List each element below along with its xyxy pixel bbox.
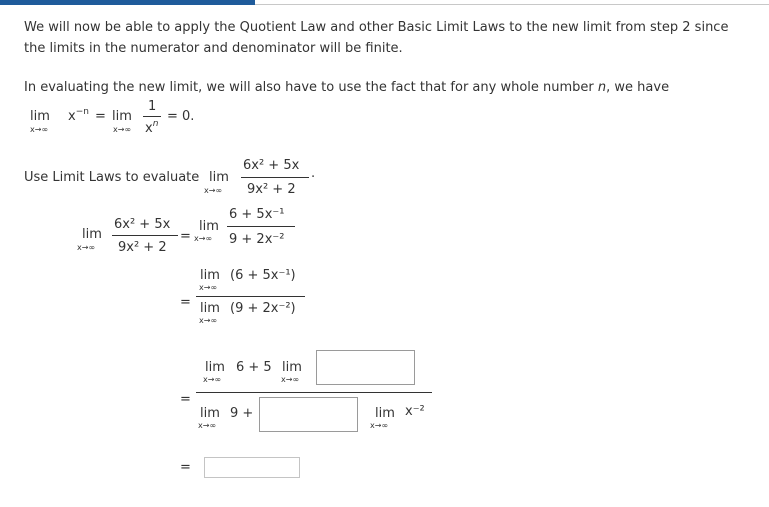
fact-eq: = [95,109,106,124]
top-rule [0,0,769,5]
step-3-denominator-answer-input[interactable] [259,397,358,432]
fact-lim: lim [30,109,50,124]
step-3-den-lim-a: lim [200,406,220,421]
step-3-numerator-answer-input[interactable] [316,350,415,385]
lhs-numerator: 6x² + 5x [114,217,171,232]
step-3-num-lim-a-sub: x→∞ [203,375,222,384]
fact-var: n [597,80,607,95]
task-denominator: 9x² + 2 [247,182,296,197]
fact-lim-2-sub: x→∞ [113,125,132,134]
step-3-eq: = [180,392,191,407]
step-3-num-constants: 6 + 5 [236,360,272,375]
fact-base: $x^{-n}$ [68,107,89,124]
task-lim-sub: x→∞ [204,186,223,195]
step-3-den-lim-a-sub: x→∞ [198,421,217,430]
step-3-num-lim-b-sub: x→∞ [281,375,300,384]
step-2-fraction-bar [196,296,305,297]
step-3-num-lim-b: lim [282,360,302,375]
step-1-numerator: 6 + 5x⁻¹ [229,207,285,222]
step-2-num-lim: lim [200,268,220,283]
step-3-den-constant: 9 + [230,406,254,421]
step-3-den-lim-b: lim [375,406,395,421]
lhs-lim-sub: x→∞ [77,243,96,252]
fact-fraction-num: 1 [148,99,157,114]
step-2-den-expr: (9 + 2x⁻²) [230,301,296,316]
task-label: Use Limit Laws to evaluate [24,170,200,185]
fact-result: = 0. [167,109,195,124]
step-2-num-lim-sub: x→∞ [199,283,218,292]
step-2-eq: = [180,295,191,310]
fact-text-after: , we have [606,80,670,95]
step-1-fraction-bar [227,226,295,227]
step-3-fraction-bar [196,392,432,393]
lhs-fraction-bar [112,235,178,236]
fact-fraction-bar [143,116,161,117]
task-numerator: 6x² + 5x [243,158,300,173]
step-1-lim: lim [199,219,219,234]
lhs-denominator: 9x² + 2 [118,240,167,255]
final-answer-input[interactable] [204,457,300,478]
step-2-den-lim-sub: x→∞ [199,316,218,325]
step-3-num-lim-a: lim [205,360,225,375]
step-2-den-lim: lim [200,301,220,316]
lhs-lim: lim [82,227,102,242]
intro-paragraph: We will now be able to apply the Quotient Law and other Basic Limit Laws to the new limit from step 2 since the limits in the numerator and denominator will be finite. [24,20,729,56]
step-3-den-lim-b-sub: x→∞ [370,421,389,430]
final-eq: = [180,460,191,475]
fact-lim-2: lim [112,109,132,124]
step-2-num-expr: (6 + 5x⁻¹) [230,268,296,283]
step-1-eq: = [180,229,191,244]
fact-fraction-den: $x^n$ [145,119,159,136]
task-fraction-bar [241,177,309,178]
fact-paragraph [24,77,744,98]
step-1-denominator: 9 + 2x⁻² [229,232,285,247]
step-1-lim-sub: x→∞ [194,234,213,243]
task-lim: lim [209,170,229,185]
fact-lim-sub: x→∞ [30,125,49,134]
fact-text-before: In evaluating the new limit, we will also have to use the fact that for any whole number [24,80,594,95]
top-rule-accent [0,0,255,5]
step-3-den-lim-b-expr: x⁻² [405,404,425,419]
task-period: . [311,166,316,181]
